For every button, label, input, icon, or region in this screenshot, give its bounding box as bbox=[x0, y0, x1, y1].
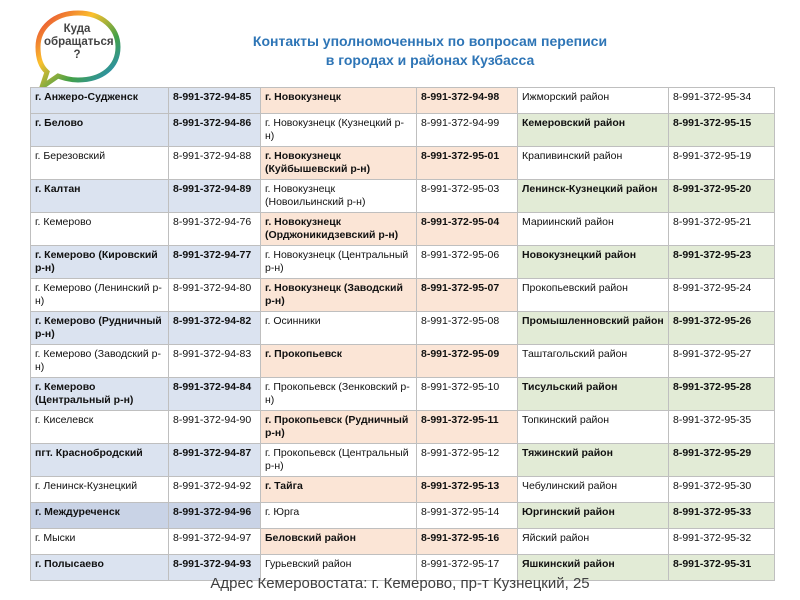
table-row bbox=[31, 213, 775, 246]
locality-cell: г. Прокопьевск (Зенковский р-н) bbox=[261, 378, 417, 411]
locality-cell: г. Новокузнецк (Куйбышевский р-н) bbox=[261, 147, 417, 180]
phone-cell: 8-991-372-95-27 bbox=[669, 345, 775, 378]
table-row bbox=[31, 345, 775, 378]
phone-cell: 8-991-372-95-09 bbox=[417, 345, 518, 378]
locality-cell: г. Кемерово (Заводский р-н) bbox=[31, 345, 169, 378]
phone-cell: 8-991-372-95-15 bbox=[669, 114, 775, 147]
locality-cell: Чебулинский район bbox=[518, 477, 669, 503]
phone-cell: 8-991-372-95-29 bbox=[669, 444, 775, 477]
phone-cell: 8-991-372-94-92 bbox=[169, 477, 261, 503]
phone-cell: 8-991-372-94-99 bbox=[417, 114, 518, 147]
locality-cell: г. Новокузнецк (Заводский р-н) bbox=[261, 279, 417, 312]
locality-cell: г. Прокопьевск (Центральный р-н) bbox=[261, 444, 417, 477]
phone-cell: 8-991-372-95-31 bbox=[669, 555, 775, 581]
logo-badge bbox=[34, 10, 122, 90]
phone-cell: 8-991-372-95-11 bbox=[417, 411, 518, 444]
phone-cell: 8-991-372-95-10 bbox=[417, 378, 518, 411]
locality-cell: Мариинский район bbox=[518, 213, 669, 246]
phone-cell: 8-991-372-95-13 bbox=[417, 477, 518, 503]
table-row bbox=[31, 411, 775, 444]
locality-cell: г. Киселевск bbox=[31, 411, 169, 444]
phone-cell: 8-991-372-95-32 bbox=[669, 529, 775, 555]
phone-cell: 8-991-372-94-77 bbox=[169, 246, 261, 279]
table-row bbox=[31, 503, 775, 529]
address-footer: Адрес Кемеровостата: г. Кемерово, пр-т Кузнецкий, 25 bbox=[210, 575, 590, 592]
phone-cell: 8-991-372-95-01 bbox=[417, 147, 518, 180]
table-row bbox=[31, 312, 775, 345]
locality-cell: г. Калтан bbox=[31, 180, 169, 213]
phone-cell: 8-991-372-95-16 bbox=[417, 529, 518, 555]
phone-cell: 8-991-372-94-80 bbox=[169, 279, 261, 312]
phone-cell: 8-991-372-95-21 bbox=[669, 213, 775, 246]
phone-cell: 8-991-372-94-84 bbox=[169, 378, 261, 411]
locality-cell: г. Новокузнецк (Новоильинский р-н) bbox=[261, 180, 417, 213]
table-row bbox=[31, 279, 775, 312]
locality-cell: г. Березовский bbox=[31, 147, 169, 180]
phone-cell: 8-991-372-95-35 bbox=[669, 411, 775, 444]
locality-cell: г. Кемерово (Рудничный р-н) bbox=[31, 312, 169, 345]
locality-cell: г. Новокузнецк (Орджоникидзевский р-н) bbox=[261, 213, 417, 246]
phone-cell: 8-991-372-94-97 bbox=[169, 529, 261, 555]
locality-cell: г. Новокузнецк bbox=[261, 88, 417, 114]
locality-cell: Тяжинский район bbox=[518, 444, 669, 477]
locality-cell: г. Новокузнецк (Центральный р-н) bbox=[261, 246, 417, 279]
locality-cell: Крапивинский район bbox=[518, 147, 669, 180]
phone-cell: 8-991-372-94-87 bbox=[169, 444, 261, 477]
phone-cell: 8-991-372-94-85 bbox=[169, 88, 261, 114]
phone-cell: 8-991-372-94-76 bbox=[169, 213, 261, 246]
locality-cell: г. Междуреченск bbox=[31, 503, 169, 529]
phone-cell: 8-991-372-95-28 bbox=[669, 378, 775, 411]
phone-cell: 8-991-372-95-04 bbox=[417, 213, 518, 246]
locality-cell: пгт. Краснобродский bbox=[31, 444, 169, 477]
contacts-table-body bbox=[31, 88, 775, 581]
title-line-2: в городах и районах Кузбасса bbox=[325, 52, 535, 68]
table-row bbox=[31, 378, 775, 411]
phone-cell: 8-991-372-95-34 bbox=[669, 88, 775, 114]
phone-cell: 8-991-372-94-86 bbox=[169, 114, 261, 147]
phone-cell: 8-991-372-95-23 bbox=[669, 246, 775, 279]
phone-cell: 8-991-372-94-96 bbox=[169, 503, 261, 529]
phone-cell: 8-991-372-95-12 bbox=[417, 444, 518, 477]
phone-cell: 8-991-372-95-30 bbox=[669, 477, 775, 503]
locality-cell: Юргинский район bbox=[518, 503, 669, 529]
table-row bbox=[31, 529, 775, 555]
locality-cell: г. Анжеро-Судженск bbox=[31, 88, 169, 114]
phone-cell: 8-991-372-94-98 bbox=[417, 88, 518, 114]
locality-cell: Гурьевский район bbox=[261, 555, 417, 581]
phone-cell: 8-991-372-95-20 bbox=[669, 180, 775, 213]
table-row bbox=[31, 246, 775, 279]
locality-cell: г. Тайга bbox=[261, 477, 417, 503]
phone-cell: 8-991-372-95-07 bbox=[417, 279, 518, 312]
page-title bbox=[200, 32, 660, 70]
title-line-1: Контакты уполномоченных по вопросам переписи bbox=[252, 33, 608, 49]
phone-cell: 8-991-372-94-93 bbox=[169, 555, 261, 581]
locality-cell: г. Новокузнецк (Кузнецкий р-н) bbox=[261, 114, 417, 147]
logo-caption bbox=[44, 23, 114, 62]
locality-cell: г. Кемерово bbox=[31, 213, 169, 246]
locality-cell: г. Прокопьевск bbox=[261, 345, 417, 378]
phone-cell: 8-991-372-95-03 bbox=[417, 180, 518, 213]
locality-cell: Промышленновский район bbox=[518, 312, 669, 345]
phone-cell: 8-991-372-94-83 bbox=[169, 345, 261, 378]
locality-cell: Новокузнецкий район bbox=[518, 246, 669, 279]
locality-cell: г. Полысаево bbox=[31, 555, 169, 581]
locality-cell: Ленинск-Кузнецкий район bbox=[518, 180, 669, 213]
phone-cell: 8-991-372-94-90 bbox=[169, 411, 261, 444]
locality-cell: г. Мыски bbox=[31, 529, 169, 555]
logo-line-3: ? bbox=[73, 49, 81, 61]
table-row bbox=[31, 88, 775, 114]
locality-cell: г. Юрга bbox=[261, 503, 417, 529]
contacts-table bbox=[30, 87, 775, 581]
logo-line-2: обращаться bbox=[44, 36, 114, 48]
locality-cell: Яшкинский район bbox=[518, 555, 669, 581]
phone-cell: 8-991-372-95-08 bbox=[417, 312, 518, 345]
phone-cell: 8-991-372-95-14 bbox=[417, 503, 518, 529]
locality-cell: Ижморский район bbox=[518, 88, 669, 114]
table-row bbox=[31, 477, 775, 503]
locality-cell: Таштагольский район bbox=[518, 345, 669, 378]
locality-cell: Беловский район bbox=[261, 529, 417, 555]
locality-cell: г. Кемерово (Центральный р-н) bbox=[31, 378, 169, 411]
phone-cell: 8-991-372-95-33 bbox=[669, 503, 775, 529]
table-row bbox=[31, 444, 775, 477]
table-row bbox=[31, 147, 775, 180]
locality-cell: Топкинский район bbox=[518, 411, 669, 444]
phone-cell: 8-991-372-94-89 bbox=[169, 180, 261, 213]
table-row bbox=[31, 180, 775, 213]
locality-cell: Тисульский район bbox=[518, 378, 669, 411]
locality-cell: г. Кемерово (Ленинский р-н) bbox=[31, 279, 169, 312]
locality-cell: Яйский район bbox=[518, 529, 669, 555]
locality-cell: г. Кемерово (Кировский р-н) bbox=[31, 246, 169, 279]
locality-cell: г. Прокопьевск (Рудничный р-н) bbox=[261, 411, 417, 444]
phone-cell: 8-991-372-95-06 bbox=[417, 246, 518, 279]
phone-cell: 8-991-372-94-88 bbox=[169, 147, 261, 180]
table-row bbox=[31, 114, 775, 147]
phone-cell: 8-991-372-95-17 bbox=[417, 555, 518, 581]
locality-cell: г. Осинники bbox=[261, 312, 417, 345]
phone-cell: 8-991-372-95-24 bbox=[669, 279, 775, 312]
locality-cell: Прокопьевский район bbox=[518, 279, 669, 312]
locality-cell: г. Ленинск-Кузнецкий bbox=[31, 477, 169, 503]
phone-cell: 8-991-372-94-82 bbox=[169, 312, 261, 345]
phone-cell: 8-991-372-95-19 bbox=[669, 147, 775, 180]
logo-line-1: Куда bbox=[63, 23, 91, 35]
locality-cell: г. Белово bbox=[31, 114, 169, 147]
locality-cell: Кемеровский район bbox=[518, 114, 669, 147]
phone-cell: 8-991-372-95-26 bbox=[669, 312, 775, 345]
